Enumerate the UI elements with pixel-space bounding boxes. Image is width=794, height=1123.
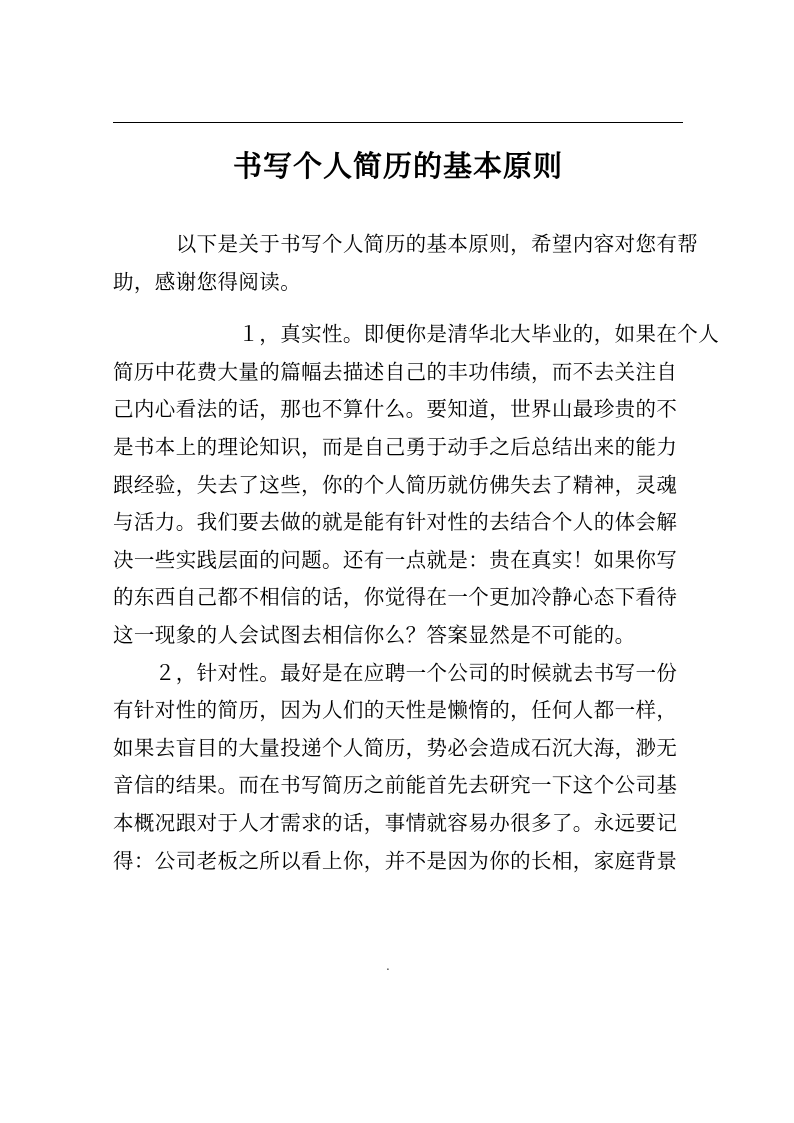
body-line: 本概况跟对于人才需求的话，事情就容易办很多了。永远要记 xyxy=(113,810,678,835)
body-line: 是书本上的理论知识，而是自己勇于动手之后总结出来的能力 xyxy=(113,434,678,459)
body-line: 己内心看法的话，那也不算什么。要知道，世界山最珍贵的不 xyxy=(113,397,678,422)
body-line: 这一现象的人会试图去相信你么？答案显然是不可能的。 xyxy=(113,622,636,647)
body-line: 有针对性的简历，因为人们的天性是懒惰的，任何人都一样， xyxy=(113,698,678,723)
body-line: 音信的结果。而在书写简历之前能首先去研究一下这个公司基 xyxy=(113,773,678,798)
header-rule xyxy=(113,122,683,123)
footer-mark: . xyxy=(386,959,390,973)
body-line: 决一些实践层面的问题。还有一点就是：贵在真实！如果你写 xyxy=(113,547,678,572)
paragraph-spacer xyxy=(113,301,693,316)
body-line: 得：公司老板之所以看上你，并不是因为你的长相，家庭背景 xyxy=(113,848,678,873)
body-line: 的东西自己都不相信的话，你觉得在一个更加冷静心态下看待 xyxy=(113,585,678,610)
body-line: ２，针对性。最好是在应聘一个公司的时候就去书写一份 xyxy=(113,660,678,685)
body-line: 简历中花费大量的篇幅去描述自己的丰功伟绩，而不去关注自 xyxy=(113,359,678,384)
body-line: １，真实性。即便你是清华北大毕业的，如果在个人 xyxy=(113,322,720,347)
body-line: 如果去盲目的大量投递个人简历，势必会造成石沉大海，渺无 xyxy=(113,735,678,760)
document-body xyxy=(113,226,720,880)
body-line: 助，感谢您得阅读。 xyxy=(113,269,302,294)
document-title: 书写个人简历的基本原则 xyxy=(232,149,563,183)
body-line: 以下是关于书写个人简历的基本原则，希望内容对您有帮 xyxy=(113,232,699,256)
body-line: 跟经验，失去了这些，你的个人简历就仿佛失去了精神，灵魂 xyxy=(113,472,678,497)
body-line: 与活力。我们要去做的就是能有针对性的去结合个人的体会解 xyxy=(113,510,678,535)
